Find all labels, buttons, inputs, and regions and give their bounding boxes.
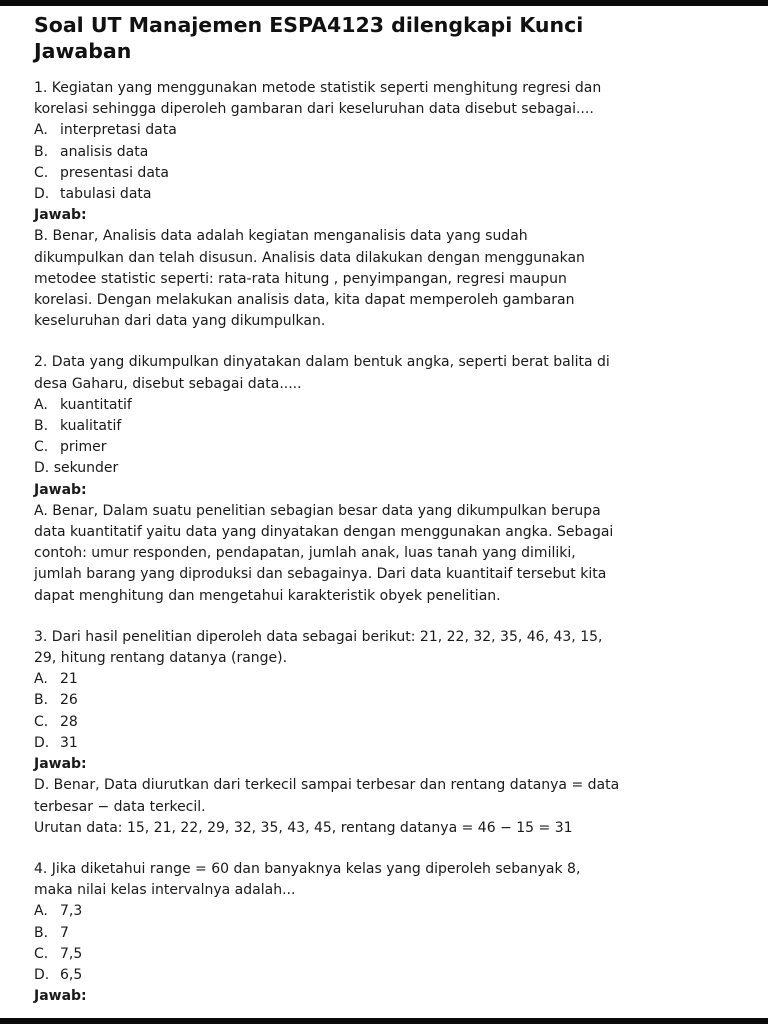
answer-label: Jawab: xyxy=(34,988,87,1005)
answer-text-line: data kuantitatif yaitu data yang dinyatakan dengan menggunakan angka. Sebagai xyxy=(34,524,614,541)
answer-text-line: dikumpulkan dan telah disusun. Analisis data dilakukan dengan menggunakan xyxy=(34,249,585,266)
option-letter: C. xyxy=(34,945,49,962)
document-page xyxy=(34,12,734,1024)
option-text: sekunder xyxy=(53,460,119,477)
answer-label: Jawab: xyxy=(34,481,87,498)
option-d xyxy=(34,458,734,479)
option-text: analisis data xyxy=(60,143,149,160)
option-c xyxy=(34,944,734,965)
option-text: kualitatif xyxy=(60,418,122,435)
option-text: 6,5 xyxy=(60,966,83,983)
answer-text-line: terbesar − data terkecil. xyxy=(34,798,206,815)
option-letter: B. xyxy=(34,692,49,709)
option-c xyxy=(34,163,734,184)
title-line-1: Soal UT Manajemen ESPA4123 dilengkapi Kunci xyxy=(34,13,584,37)
option-a xyxy=(34,395,734,416)
option-d xyxy=(34,184,734,205)
answer-text-line: jumlah barang yang diproduksi dan sebagainya. Dari data kuantitaif tersebut kita xyxy=(34,566,607,583)
option-text: primer xyxy=(60,439,107,456)
question-2 xyxy=(34,352,734,606)
answer-text-line: metodee statistic seperti: rata-rata hitung , penyimpangan, regresi maupun xyxy=(34,270,567,287)
option-c xyxy=(34,437,734,458)
option-text: kuantitatif xyxy=(60,396,132,413)
answer-text-line: dapat menghitung dan mengetahui karakteristik obyek penelitian. xyxy=(34,587,501,604)
option-text: 7,3 xyxy=(60,903,83,920)
option-text: interpretasi data xyxy=(60,122,177,139)
bottom-border xyxy=(0,1018,768,1024)
option-a xyxy=(34,669,734,690)
question-text-line: 3. Dari hasil penelitian diperoleh data sebagai berikut: 21, 22, 32, 35, 46, 43, 15, xyxy=(34,628,603,645)
option-letter: D. xyxy=(34,186,50,203)
option-text: 28 xyxy=(60,713,78,730)
question-text-line: 29, hitung rentang datanya (range). xyxy=(34,650,288,667)
question-text-line: 4. Jika diketahui range = 60 dan banyaknya kelas yang diperoleh sebanyak 8, xyxy=(34,860,581,877)
option-d xyxy=(34,733,734,754)
page-title xyxy=(34,12,734,64)
option-b xyxy=(34,142,734,163)
option-letter: C. xyxy=(34,713,49,730)
top-border xyxy=(0,0,768,6)
title-line-2: Jawaban xyxy=(34,39,132,63)
option-c xyxy=(34,712,734,733)
option-letter: B. xyxy=(34,924,49,941)
option-letter: B. xyxy=(34,418,49,435)
option-letter: A. xyxy=(34,671,48,688)
question-3 xyxy=(34,627,734,839)
answer-text-line: korelasi. Dengan melakukan analisis data, kita dapat memperoleh gambaran xyxy=(34,292,575,309)
answer-text-line: B. Benar, Analisis data adalah kegiatan menganalisis data yang sudah xyxy=(34,228,528,245)
option-letter: A. xyxy=(34,122,48,139)
option-text: tabulasi data xyxy=(60,186,152,203)
answer-text-line: D. Benar, Data diurutkan dari terkecil sampai terbesar dan rentang datanya = data xyxy=(34,777,620,794)
question-4 xyxy=(34,859,734,1007)
option-letter: C. xyxy=(34,439,49,456)
question-text-line: 1. Kegiatan yang menggunakan metode statistik seperti menghitung regresi dan xyxy=(34,80,602,96)
option-text: 21 xyxy=(60,671,78,688)
question-text-line: desa Gaharu, disebut sebagai data..... xyxy=(34,375,302,392)
option-letter: A. xyxy=(34,396,48,413)
option-a xyxy=(34,901,734,922)
option-text: 7 xyxy=(60,924,69,941)
option-d xyxy=(34,965,734,986)
option-letter: D. xyxy=(34,966,50,983)
option-text: presentasi data xyxy=(60,164,169,181)
option-b xyxy=(34,416,734,437)
answer-label: Jawab: xyxy=(34,756,87,773)
option-a xyxy=(34,120,734,141)
option-text: 31 xyxy=(60,734,78,751)
question-1 xyxy=(34,78,734,332)
answer-text-line: contoh: umur responden, pendapatan, jumlah anak, luas tanah yang dimiliki, xyxy=(34,545,576,562)
answer-text-line: Urutan data: 15, 21, 22, 29, 32, 35, 43, 45, rentang datanya = 46 − 15 = 31 xyxy=(34,819,573,836)
option-letter: B. xyxy=(34,143,49,160)
option-letter: A. xyxy=(34,903,48,920)
option-b xyxy=(34,923,734,944)
answer-label: Jawab: xyxy=(34,207,87,224)
answer-text-line: A. Benar, Dalam suatu penelitian sebagian besar data yang dikumpulkan berupa xyxy=(34,502,601,519)
option-letter: D. xyxy=(34,460,50,477)
answer-text-line: keseluruhan dari data yang dikumpulkan. xyxy=(34,313,326,330)
question-text-line: korelasi sehingga diperoleh gambaran dari keseluruhan data disebut sebagai.... xyxy=(34,101,594,118)
option-text: 26 xyxy=(60,692,78,709)
question-text-line: maka nilai kelas intervalnya adalah... xyxy=(34,882,296,899)
option-letter: C. xyxy=(34,164,49,181)
option-b xyxy=(34,690,734,711)
question-text-line: 2. Data yang dikumpulkan dinyatakan dalam bentuk angka, seperti berat balita di xyxy=(34,354,610,371)
option-letter: D. xyxy=(34,734,50,751)
option-text: 7,5 xyxy=(60,945,83,962)
